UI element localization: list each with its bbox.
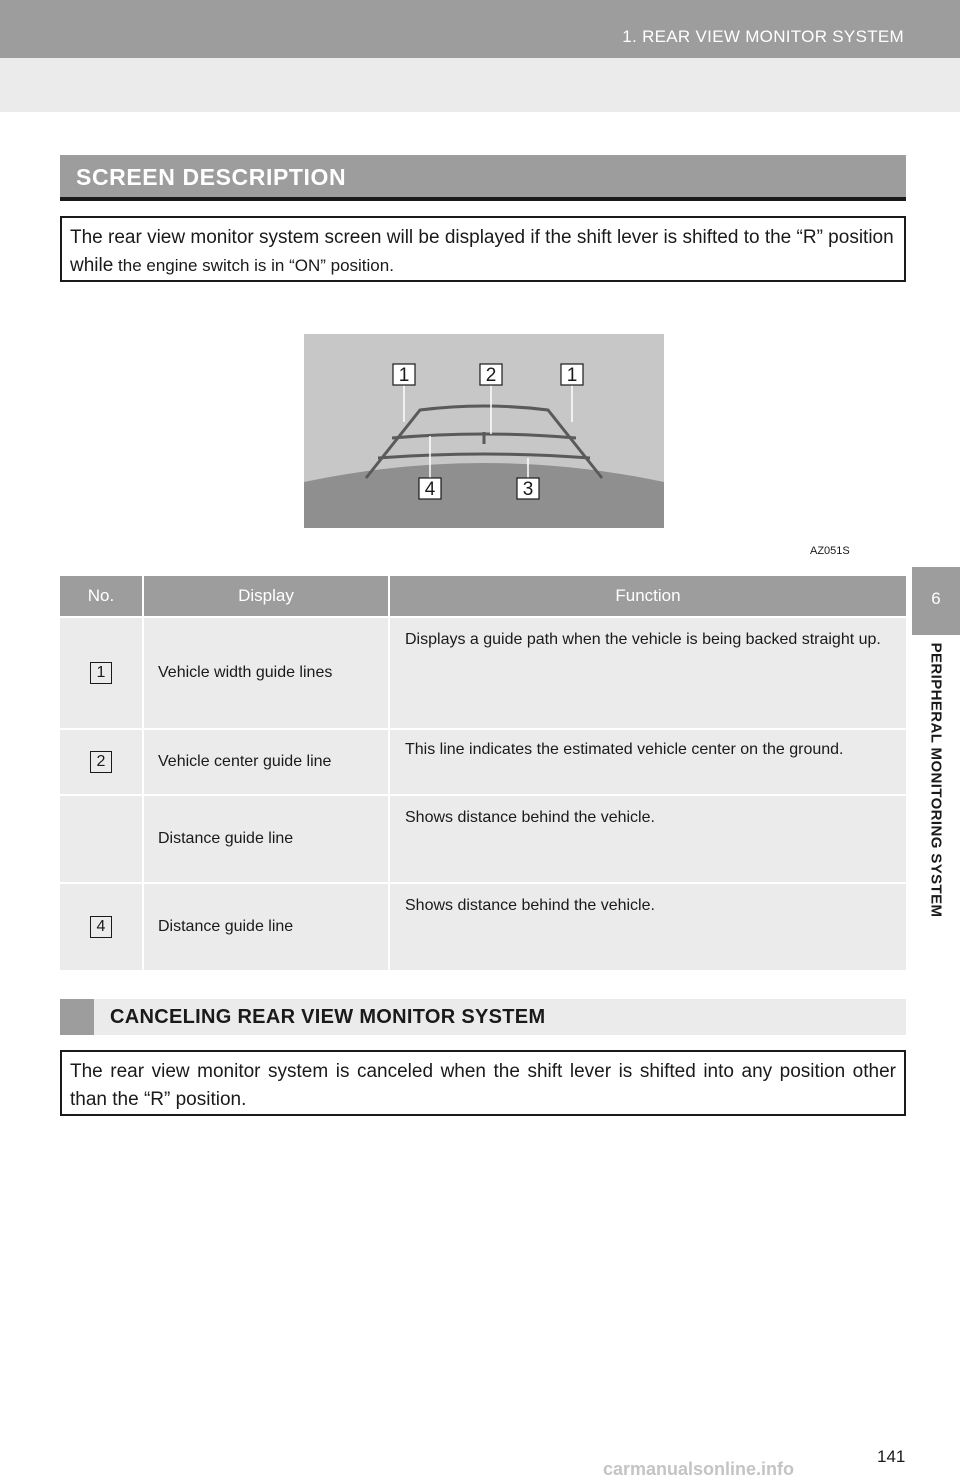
intro-box xyxy=(60,216,906,282)
cancel-text-box xyxy=(60,1050,906,1116)
callout-1-right: 1 xyxy=(566,365,578,386)
header-no: No. xyxy=(60,576,144,616)
row-display: Vehicle center guide line xyxy=(144,730,390,794)
sub-section-title: CANCELING REAR VIEW MONITOR SYSTEM xyxy=(110,1006,546,1028)
intro-text-small: the engine switch is in “ON” position. xyxy=(113,256,394,275)
chapter-number: 6 xyxy=(931,589,941,608)
cancel-text: The rear view monitor system is canceled when the shift lever is shifted into any position other than the “R” position. xyxy=(70,1061,896,1110)
row-number-box: 2 xyxy=(90,751,112,773)
page-number: 141 xyxy=(877,1447,906,1466)
chapter-tab[interactable] xyxy=(912,567,960,635)
row-display: Vehicle width guide lines xyxy=(144,618,390,728)
row-display: Distance guide line xyxy=(144,796,390,882)
header-title: 1. REAR VIEW MONITOR SYSTEM xyxy=(622,27,904,46)
table-row xyxy=(60,728,906,794)
header-display: Display xyxy=(144,576,390,616)
row-function: This line indicates the estimated vehicle center on the ground. xyxy=(405,741,844,758)
callout-3: 3 xyxy=(522,479,534,500)
section-title: SCREEN DESCRIPTION xyxy=(76,164,347,190)
callout-2: 2 xyxy=(485,365,497,386)
table-row xyxy=(60,616,906,728)
vehicle-bumper xyxy=(304,463,664,528)
section-header xyxy=(60,155,906,197)
callout-4: 4 xyxy=(424,479,436,500)
table-row xyxy=(60,882,906,970)
row-function: Displays a guide path when the vehicle is being backed straight up. xyxy=(405,631,881,648)
intro-text: The rear view monitor system screen will be displayed if the shift lever is shifted to the “R” position while xyxy=(70,227,894,276)
section-header-underline xyxy=(60,197,906,201)
chapter-label: PERIPHERAL MONITORING SYSTEM xyxy=(927,642,945,918)
watermark: carmanualsonline.info xyxy=(603,1459,795,1479)
row-number-box: 1 xyxy=(90,662,112,684)
rear-camera-illustration xyxy=(304,334,664,528)
callout-1-left: 1 xyxy=(398,365,410,386)
header-function: Function xyxy=(615,586,681,605)
sub-section-header xyxy=(60,999,906,1035)
screen-description-table xyxy=(60,576,906,970)
row-number-box: 4 xyxy=(90,916,112,938)
row-display: Distance guide line xyxy=(144,884,390,970)
row-function: Shows distance behind the vehicle. xyxy=(405,809,655,826)
table-header xyxy=(60,576,906,616)
row-function: Shows distance behind the vehicle. xyxy=(405,897,655,914)
table-row xyxy=(60,794,906,882)
sub-header-marker xyxy=(60,999,94,1035)
figure-code: AZ051S xyxy=(810,545,850,557)
header-bar xyxy=(0,0,960,58)
